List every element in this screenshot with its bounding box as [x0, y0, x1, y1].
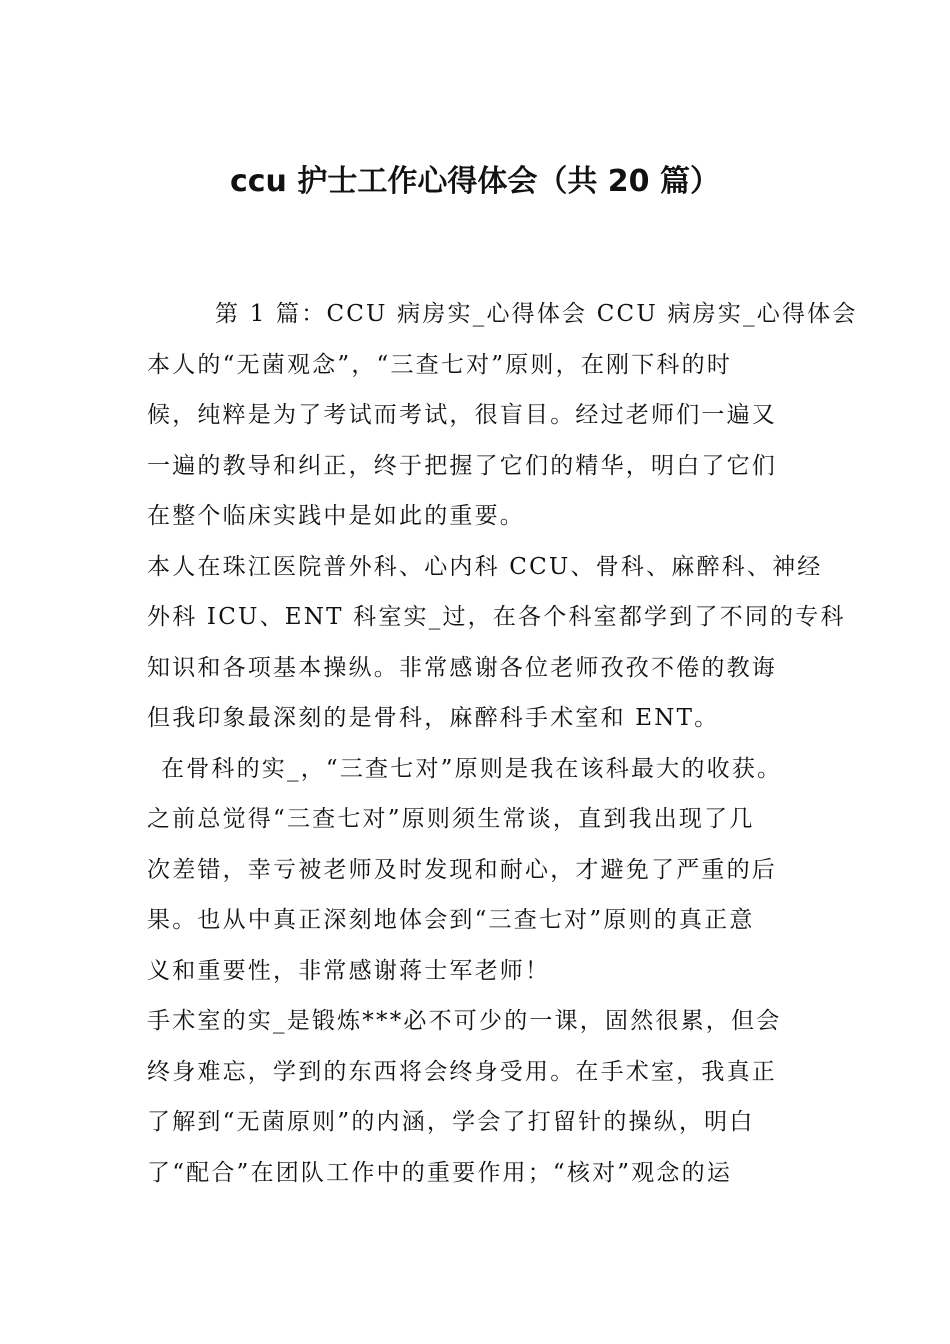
paragraph-line: 知识和各项基本操纵。非常感谢各位老师孜孜不倦的教诲 [147, 654, 777, 681]
document-title: ccu 护士工作心得体会（共 20 篇） [229, 164, 720, 199]
paragraph-line: 一遍的教导和纠正，终于把握了它们的精华，明白了它们 [147, 452, 777, 479]
paragraph-line: 之前总觉得“三查七对”原则须生常谈，直到我出现了几 [147, 806, 755, 832]
paragraph-line: 手术室的实_是锻炼***必不可少的一课，固然很累，但会 [147, 1008, 782, 1034]
paragraph-line: 了解到“无菌原则”的内涵，学会了打留针的操纵，明白 [147, 1109, 755, 1135]
document-body [147, 289, 858, 1198]
paragraph-line: 终身难忘，学到的东西将会终身受用。在手术室，我真正 [147, 1058, 777, 1085]
paragraph-line: 次差错，幸亏被老师及时发现和耐心，才避免了严重的后 [147, 856, 777, 883]
paragraph-line: 义和重要性，非常感谢蒋士军老师！ [147, 957, 551, 984]
paragraph-line: 本人的“无菌观念”，“三查七对”原则，在刚下科的时 [147, 351, 733, 378]
paragraph-line: 在骨科的实_，“三查七对”原则是我在该科最大的收获。 [161, 755, 783, 782]
paragraph-line: 候，纯粹是为了考试而考试，很盲目。经过老师们一遍又 [147, 402, 777, 428]
paragraph-line: 外科 ICU、ENT 科室实_过，在各个科室都学到了不同的专科 [147, 604, 846, 630]
paragraph-line: 在整个临床实践中是如此的重要。 [147, 503, 525, 529]
paragraph-line: 果。也从中真正深刻地体会到“三查七对”原则的真正意 [147, 907, 755, 933]
paragraph-line: 了“配合”在团队工作中的重要作用；“核对”观念的运 [147, 1159, 733, 1186]
paragraph-line: 第 1 篇：CCU 病房实_心得体会 CCU 病房实_心得体会 [215, 301, 858, 327]
paragraph-line: 本人在珠江医院普外科、心内科 CCU、骨科、麻醉科、神经 [147, 553, 823, 580]
paragraph-line: 但我印象最深刻的是骨科，麻醉科手术室和 ENT。 [147, 705, 720, 731]
